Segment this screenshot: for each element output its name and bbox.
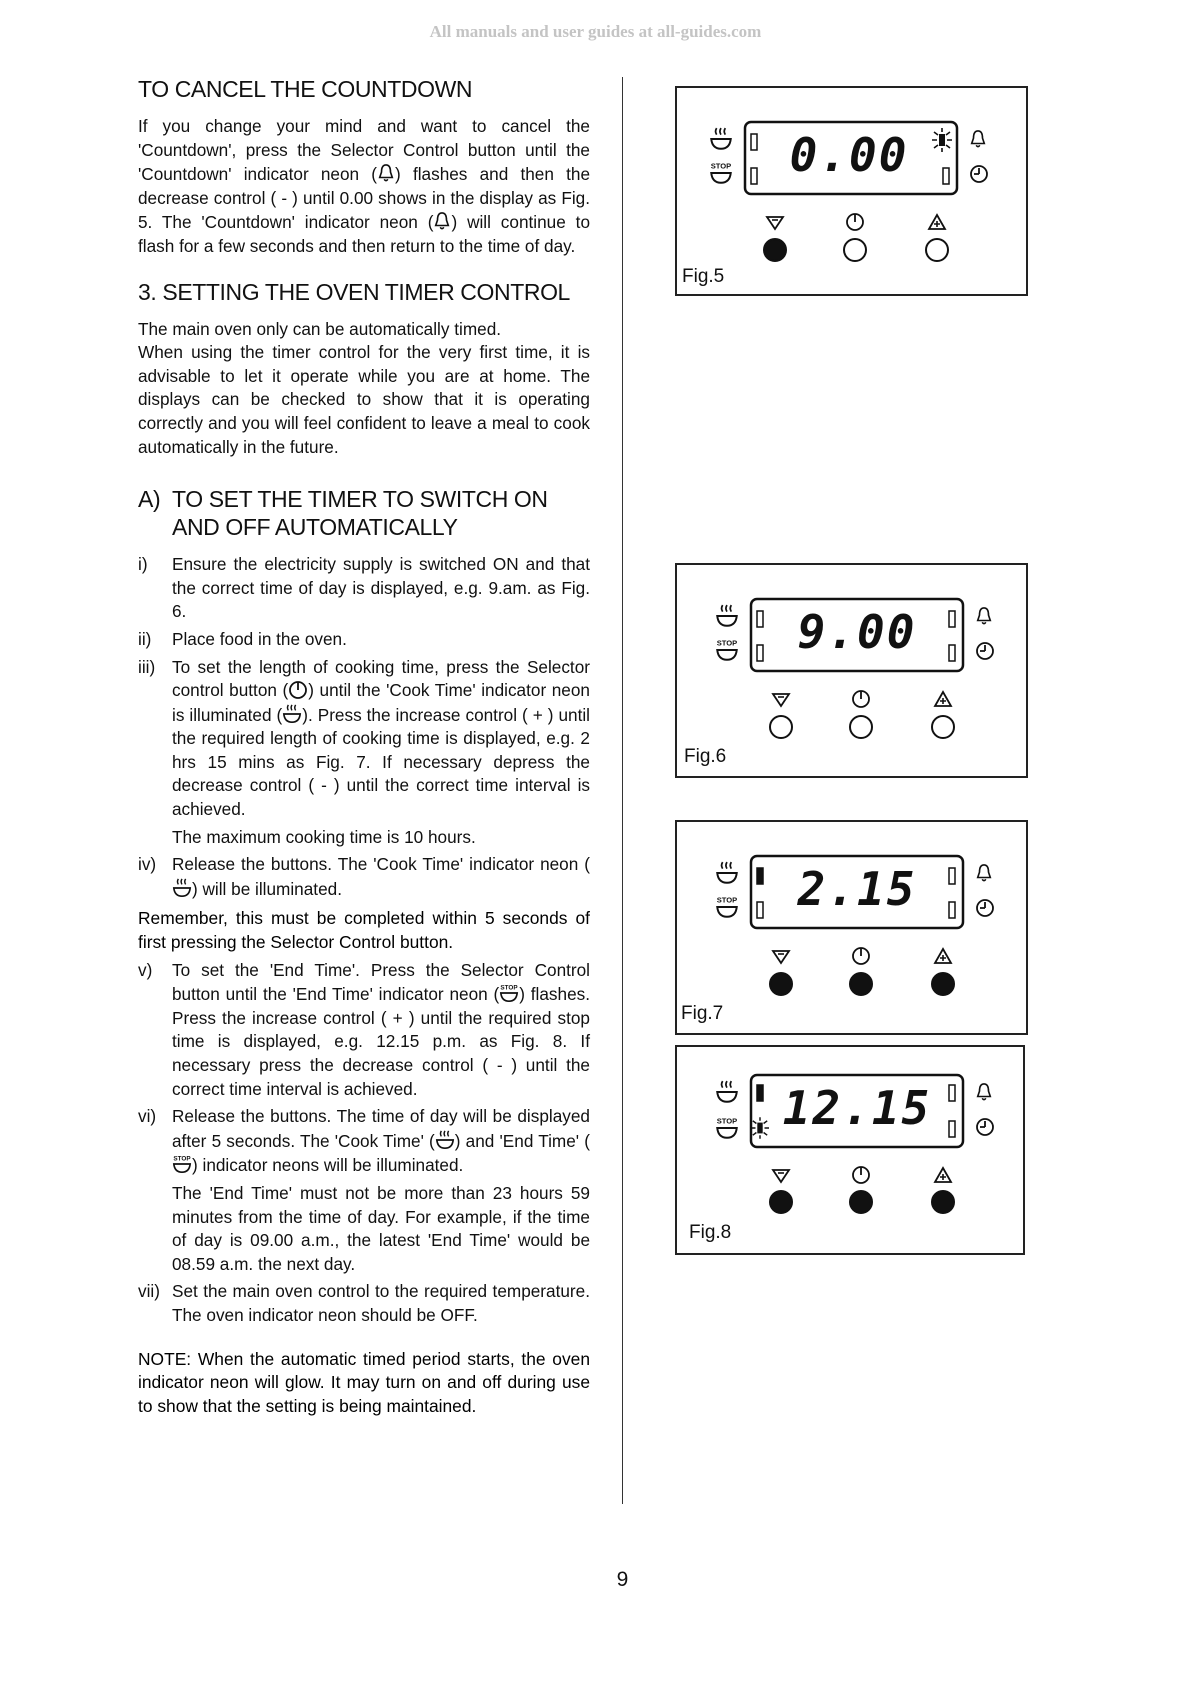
item-text-3: ). Press the increase control ( + ) until the required length of cooking time is displayed, e.g. 2 hrs 15 mins as Fig. 7. If necessary depress the decrease control ( - ) until the correct time interval is achieved. — [172, 704, 590, 820]
item-number: i) — [138, 554, 148, 575]
figure-7 — [675, 820, 1028, 1035]
cook-time-icon — [435, 1129, 455, 1151]
decrease-icon — [773, 694, 789, 706]
item-number: v) — [138, 959, 153, 980]
lcd-display: 12.15 — [782, 1081, 932, 1135]
watermark: All manuals and user guides at all-guides.com — [429, 22, 762, 41]
end-time-icon — [717, 896, 738, 917]
increase-button[interactable] — [932, 716, 954, 738]
countdown-neon — [949, 611, 955, 627]
cancel-paragraph — [138, 115, 590, 259]
bell-icon — [972, 131, 985, 147]
lcd-display: 9.00 — [797, 605, 917, 659]
decrease-button[interactable] — [770, 973, 792, 995]
decrease-button[interactable] — [770, 1191, 792, 1213]
list-item-iv — [138, 853, 590, 901]
time-of-day-neon — [949, 902, 955, 918]
end-time-neon — [751, 168, 757, 184]
heading-auto-timer — [138, 485, 590, 541]
item-text-1: To set the length of cooking time, press the Selector control button ( — [172, 656, 590, 701]
bell-icon — [978, 865, 991, 881]
selector-icon — [853, 1167, 869, 1183]
cook-time-icon — [717, 605, 737, 626]
cook-time-neon — [751, 134, 757, 150]
decrease-icon — [767, 217, 783, 229]
bell-icon — [377, 162, 395, 184]
item-text-1: Release the buttons. The time of day will be displayed after 5 seconds. The 'Cook Time' ( — [172, 1106, 590, 1151]
max-cooking-time: The maximum cooking time is 10 hours. — [172, 826, 476, 847]
item-number: vi) — [138, 1106, 157, 1127]
end-time-icon — [717, 1117, 738, 1138]
list-item-vii — [138, 1280, 590, 1327]
clock-icon — [977, 643, 993, 659]
clock-icon — [977, 900, 993, 916]
clock-icon — [977, 1119, 993, 1135]
countdown-neon — [949, 1085, 955, 1101]
decrease-button[interactable] — [770, 716, 792, 738]
cancel-text-3: ) will continue to flash for a few seconds and then return to the time of day. — [138, 212, 591, 256]
list-item-iii — [138, 656, 590, 822]
cook-time-neon-lit — [757, 1085, 763, 1101]
item-text — [172, 656, 590, 822]
item-text-1: Release the buttons. The 'Cook Time' indicator neon ( — [172, 854, 590, 875]
selector-icon — [853, 691, 869, 707]
end-time-neon — [757, 645, 763, 661]
decrease-icon — [773, 1170, 789, 1182]
item-number: iv) — [138, 854, 157, 875]
figure-label: Fig.8 — [689, 1222, 732, 1243]
cook-time-icon — [172, 877, 192, 899]
page-number: 9 — [616, 1568, 629, 1591]
end-time-icon — [172, 1153, 192, 1175]
time-of-day-neon — [949, 645, 955, 661]
list-item-v — [138, 959, 590, 1102]
item-text-1: To set the 'End Time'. Press the Selector Control button until the 'End Time' indicator neon ( — [172, 959, 590, 1005]
increase-button[interactable] — [926, 239, 948, 261]
text-column — [138, 76, 590, 1418]
end-time-icon — [499, 982, 519, 1004]
heading-text: TO SET THE TIMER TO SWITCH ON AND OFF AUTOMATICALLY — [172, 486, 548, 541]
item-number: iii) — [138, 656, 156, 677]
decrease-icon — [773, 951, 789, 963]
item-text-2: ) will be illuminated. — [192, 878, 342, 899]
cook-time-neon — [757, 611, 763, 627]
clock-icon — [971, 166, 987, 182]
item-text — [172, 853, 590, 901]
bell-icon — [978, 608, 991, 624]
item-number: vii) — [138, 1281, 160, 1302]
item-text: Ensure the electricity supply is switched ON and that the correct time of day is displayed, e.g. 9.am. as Fig. 6. — [172, 554, 590, 622]
figure-label: Fig.5 — [682, 266, 725, 287]
increase-button[interactable] — [932, 1191, 954, 1213]
cook-time-icon — [717, 862, 737, 883]
setting-paragraph-1: The main oven only can be automatically timed. — [138, 318, 502, 339]
increase-icon — [935, 1168, 951, 1182]
selector-button[interactable] — [850, 1191, 872, 1213]
increase-icon — [935, 692, 951, 706]
end-time-neon — [757, 902, 763, 918]
time-of-day-neon — [943, 168, 949, 184]
bell-icon — [433, 210, 451, 232]
selector-button[interactable] — [844, 239, 866, 261]
item-text-3: ) indicator neons will be illuminated. — [192, 1155, 464, 1176]
selector-icon — [847, 214, 863, 230]
increase-icon — [929, 215, 945, 229]
list-item-vi — [138, 1105, 590, 1178]
selector-button[interactable] — [850, 716, 872, 738]
time-of-day-neon — [949, 1121, 955, 1137]
item-text: Set the main oven control to the required temperature. The oven indicator neon should be OFF. — [172, 1281, 590, 1325]
cook-time-neon-lit — [757, 868, 763, 884]
list-item-i — [138, 553, 590, 624]
remember-note: Remember, this must be completed within 5 seconds of first pressing the Selector Control button. — [138, 908, 590, 953]
selector-icon — [288, 680, 308, 700]
heading-setting-timer: 3. SETTING THE OVEN TIMER CONTROL — [138, 278, 570, 305]
item-text — [172, 959, 590, 1102]
bell-icon — [978, 1084, 991, 1100]
cancel-text-2: ) flashes and then the decrease control ( - ) until 0.00 shows in the display as Fig. 5. The 'Countdown' indicator neon ( — [138, 164, 591, 233]
column-divider — [622, 77, 623, 1504]
decrease-button[interactable] — [764, 239, 786, 261]
figure-8 — [675, 1045, 1025, 1255]
increase-button[interactable] — [932, 973, 954, 995]
figure-label: Fig.6 — [684, 746, 727, 767]
item-text-2: ) and 'End Time' ( — [454, 1130, 590, 1151]
setting-paragraph-2: When using the timer control for the very first time, it is advisable to let it operate while you are at home. The displays can be checked to show that it is operating correctly and you will feel confident to leave a meal to cook automatically in the future. — [138, 342, 590, 457]
figure-5 — [675, 86, 1028, 296]
item-text-2: ) until the 'Cook Time' indicator neon is illuminated ( — [172, 680, 590, 725]
item-text-2: ) flashes. Press the increase control ( + ) until the required stop time is displayed, e.g. 12.15 p.m. as Fig. 8. If necessary press the decrease control ( - ) until the correct time interval is achieved. — [172, 984, 591, 1099]
selector-button[interactable] — [850, 973, 872, 995]
end-time-icon — [711, 162, 732, 183]
countdown-neon-flashing — [932, 128, 952, 152]
item-text: Place food in the oven. — [172, 628, 347, 649]
lcd-display: 2.15 — [797, 862, 917, 916]
cook-time-icon — [711, 128, 731, 149]
increase-icon — [935, 949, 951, 963]
end-time-icon — [717, 639, 738, 660]
figure-label: Fig.7 — [681, 1003, 724, 1024]
list-item-ii — [138, 628, 590, 652]
cancel-text-1: If you change your mind and want to cancel the 'Countdown', press the Selector Control button until the 'Countdown' indicator neon ( — [138, 116, 590, 185]
heading-cancel-countdown: TO CANCEL THE COUNTDOWN — [138, 76, 473, 102]
cook-time-icon — [717, 1081, 737, 1102]
selector-icon — [853, 948, 869, 964]
countdown-neon — [949, 868, 955, 884]
cook-time-icon — [282, 703, 302, 725]
end-time-neon-flashing — [751, 1117, 769, 1139]
end-time-limit: The 'End Time' must not be more than 23 hours 59 minutes from the time of day. For example, if the time of day is 09.00 a.m., the latest 'End Time' would be 08.59 a.m. the next day. — [172, 1182, 590, 1274]
note-paragraph: NOTE: When the automatic timed period starts, the oven indicator neon will glow. It may turn on and off during use to show that the setting is being maintained. — [138, 1348, 590, 1416]
item-text — [172, 1105, 590, 1178]
heading-label: A) — [138, 486, 161, 513]
lcd-display: 0.00 — [789, 128, 909, 182]
item-number: ii) — [138, 628, 152, 649]
figure-6 — [675, 563, 1028, 778]
